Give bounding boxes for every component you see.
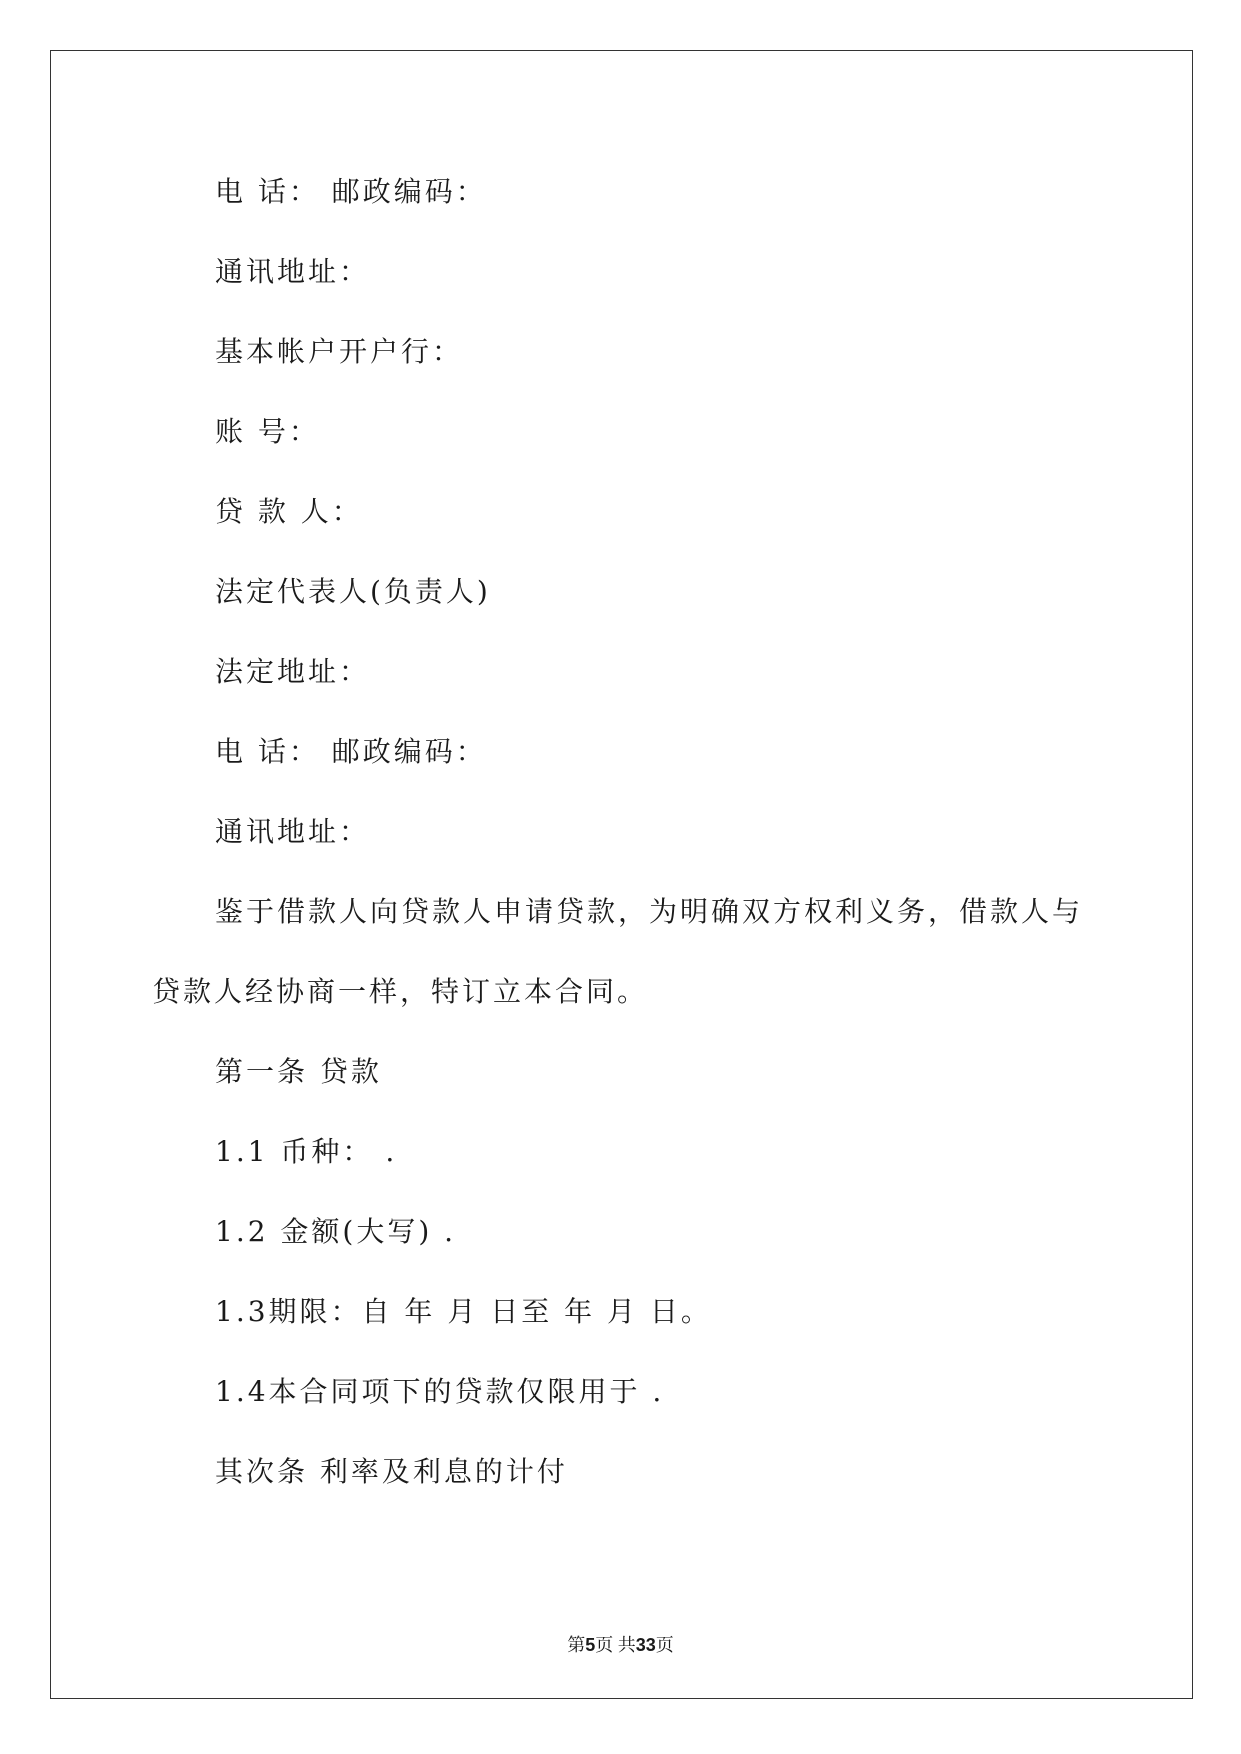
page-footer [0, 1634, 1241, 1656]
preamble-line-2: 贷款人经协商一样，特订立本合同。 [152, 975, 649, 1008]
footer-prefix: 第 [567, 1635, 586, 1655]
clause-1-2: 1.2 金额(大写) . [215, 1215, 457, 1248]
article-1-heading: 第一条 贷款 [215, 1055, 382, 1088]
borrower-bank: 基本帐户开户行： [215, 335, 464, 368]
footer-suffix: 页 [655, 1635, 674, 1655]
lender-legal-rep: 法定代表人(负责人) [215, 575, 491, 608]
borrower-account: 账 号： [215, 415, 320, 448]
footer-mid: 页 共 [595, 1635, 636, 1655]
borrower-mailing-address: 通讯地址： [215, 255, 371, 288]
borrower-phone-postcode: 电 话： 邮政编码： [215, 175, 487, 208]
clause-1-1: 1.1 币种： . [215, 1135, 398, 1168]
lender-legal-address: 法定地址： [215, 655, 371, 688]
lender-label: 贷 款 人： [215, 495, 363, 528]
clause-1-4: 1.4本合同项下的贷款仅限用于 . [215, 1375, 665, 1408]
preamble-line-1: 鉴于借款人向贷款人申请贷款，为明确双方权利义务，借款人与 [215, 895, 1084, 928]
clause-1-3: 1.3期限：自 年 月 日至 年 月 日。 [215, 1295, 712, 1328]
lender-mailing-address: 通讯地址： [215, 815, 371, 848]
article-2-heading: 其次条 利率及利息的计付 [215, 1455, 568, 1488]
current-page-number: 5 [585, 1635, 596, 1655]
lender-phone-postcode: 电 话： 邮政编码： [215, 735, 487, 768]
page-border [50, 50, 1193, 1699]
total-page-number: 33 [635, 1635, 656, 1655]
